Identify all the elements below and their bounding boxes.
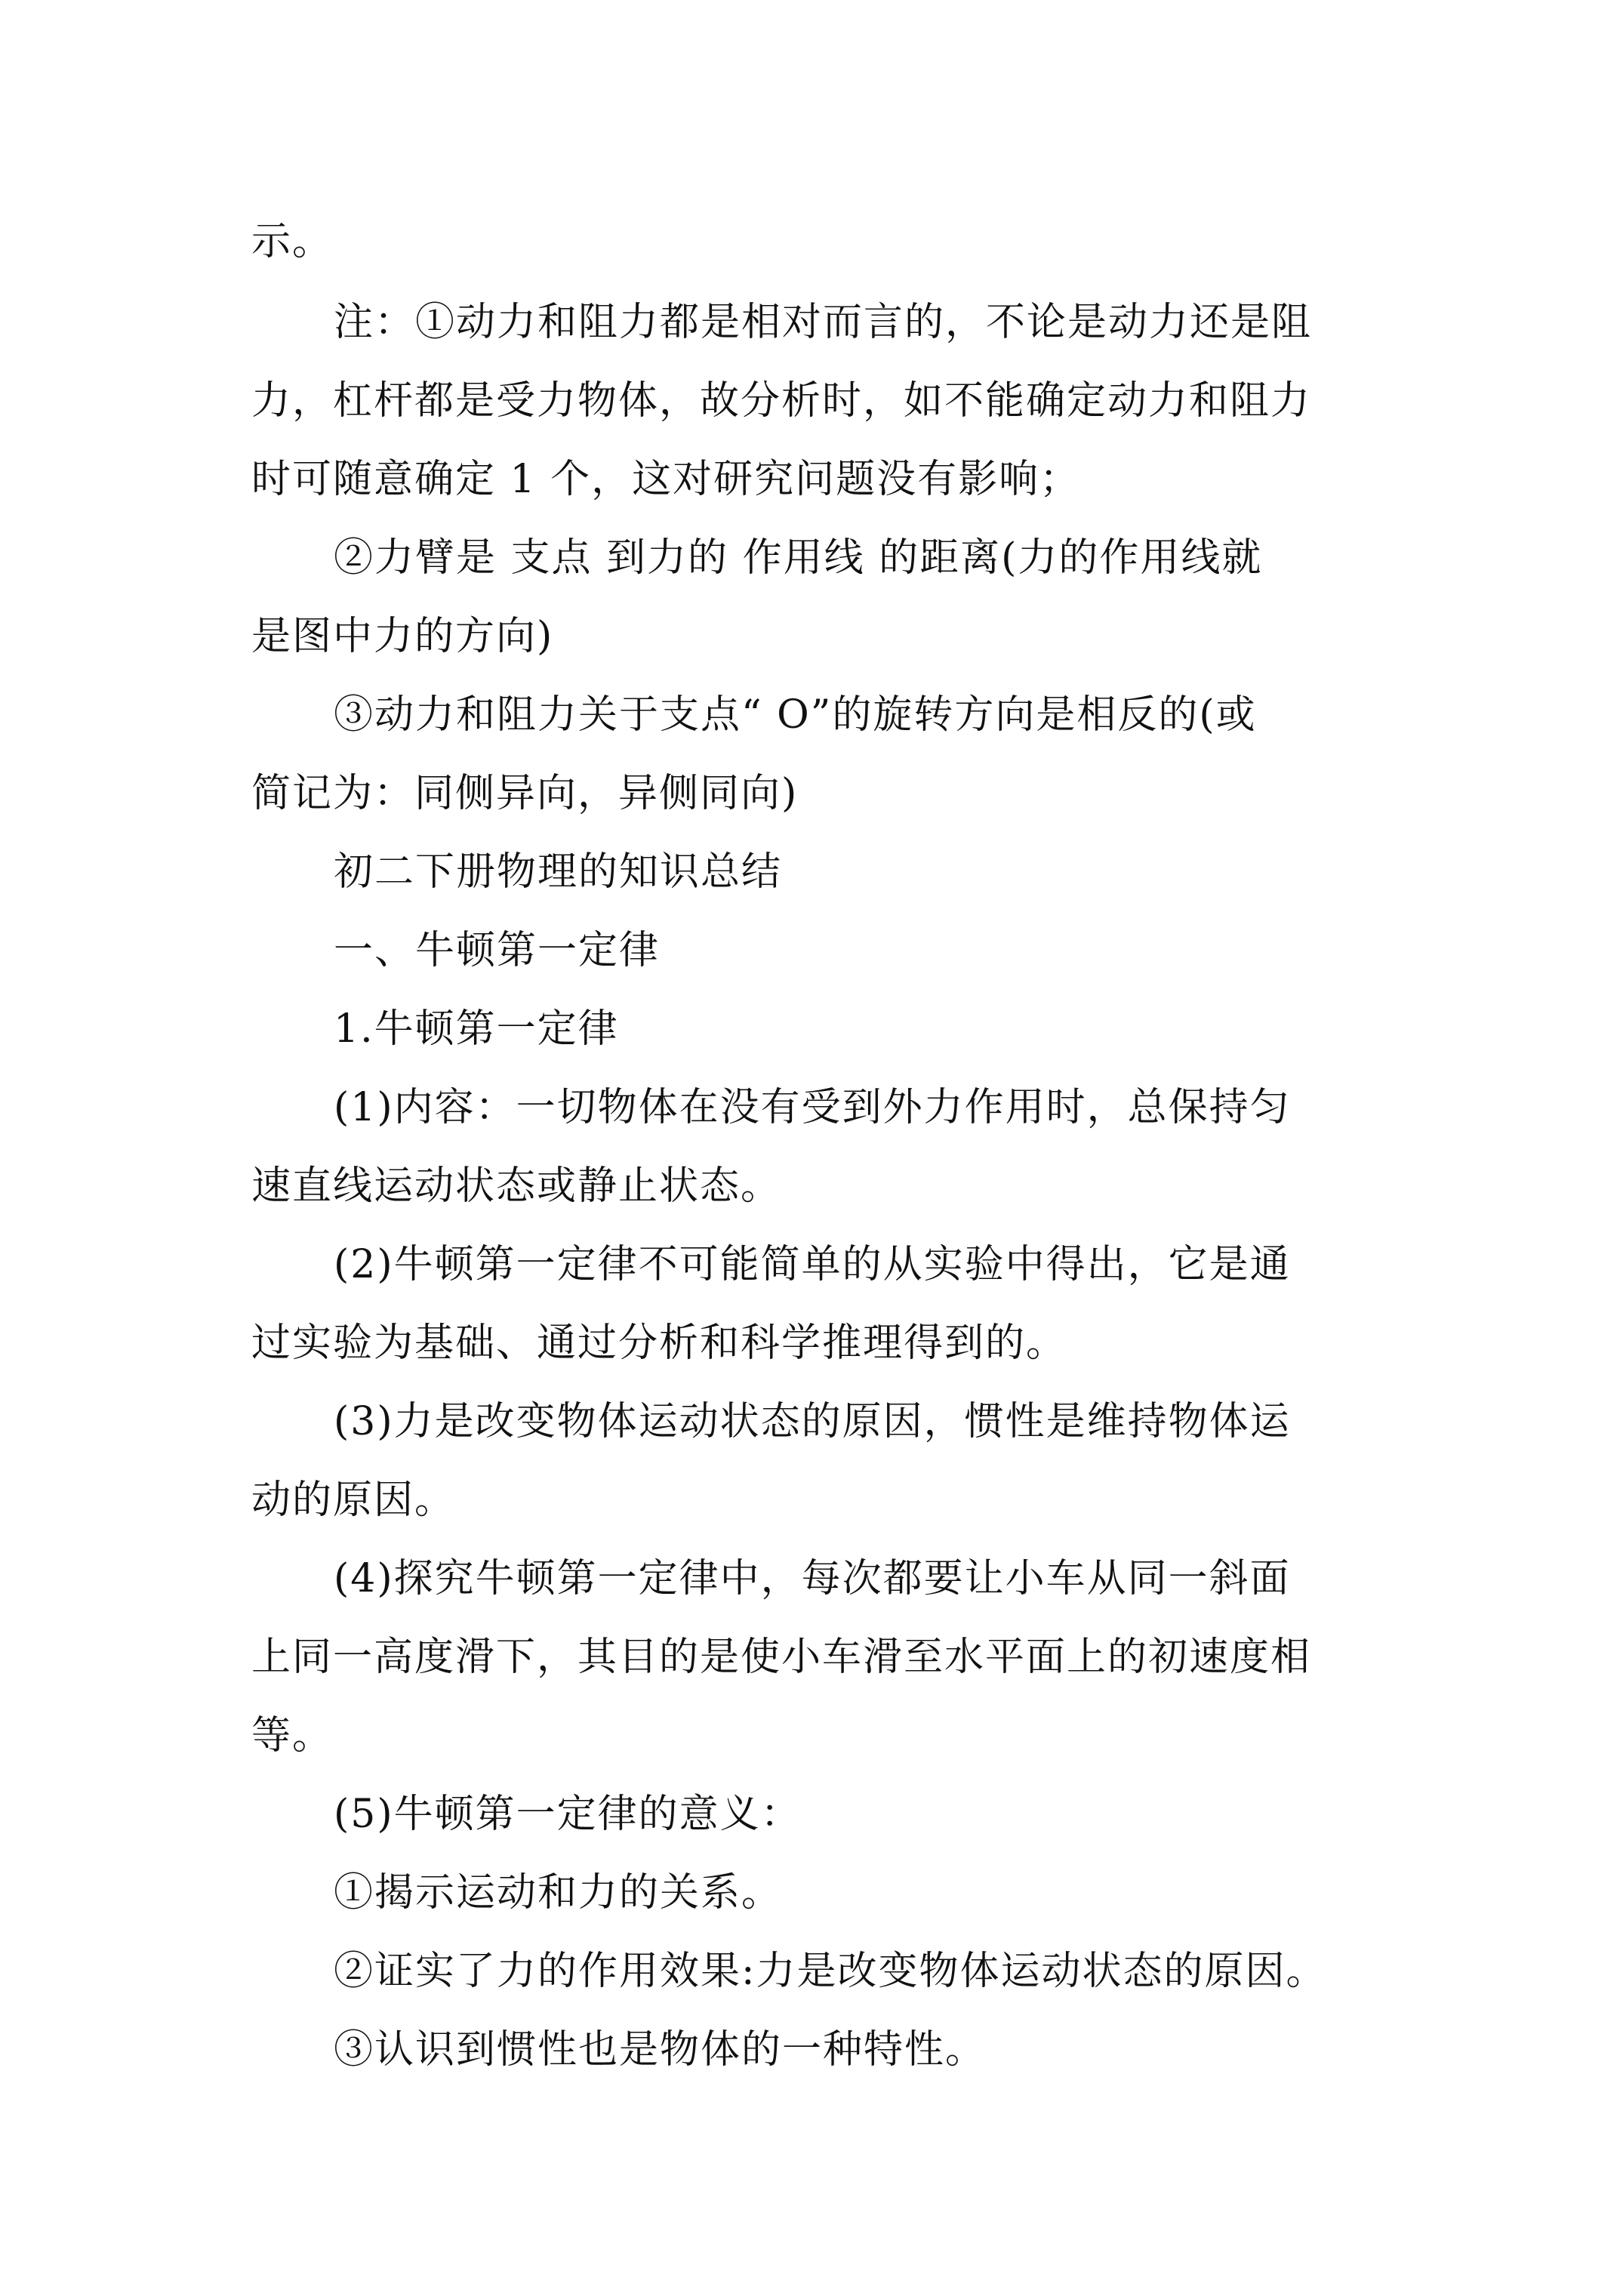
text-line: ③认识到惯性也是物体的一种特性。	[334, 2027, 987, 2073]
text-line: (3)力是改变物体运动状态的原因，惯性是维持物体运	[334, 1399, 1291, 1444]
text-line: 上同一高度滑下，其目的是使小车滑至水平面上的初速度相	[251, 1635, 1312, 1680]
text-line: ①揭示运动和力的关系。	[334, 1870, 783, 1915]
text-line: 注：①动力和阻力都是相对而言的，不论是动力还是阻	[334, 300, 1313, 345]
text-line: 动的原因。	[251, 1478, 456, 1523]
text-line: ②证实了力的作用效果:力是改变物体运动状态的原因。	[334, 1949, 1327, 1994]
text-line: 速直线运动状态或静止状态。	[251, 1163, 782, 1209]
text-line: (4)探究牛顿第一定律中，每次都要让小车从同一斜面	[334, 1556, 1291, 1601]
text-line: (2)牛顿第一定律不可能简单的从实验中得出，它是通	[334, 1242, 1291, 1287]
text-line: (5)牛顿第一定律的意义：	[334, 1792, 802, 1837]
text-line: 力，杠杆都是受力物体，故分析时，如不能确定动力和阻力	[251, 378, 1312, 424]
text-line: 时可随意确定 1 个，这对研究问题没有影响；	[251, 457, 1081, 502]
text-line: ②力臂是 支点 到力的 作用线 的距离(力的作用线就	[334, 535, 1263, 581]
text-line: 等。	[251, 1713, 334, 1758]
subsection-heading: 1.牛顿第一定律	[334, 1006, 619, 1052]
section-heading: 初二下册物理的知识总结	[334, 849, 783, 895]
text-line: (1)内容：一切物体在没有受到外力作用时，总保持匀	[334, 1085, 1291, 1130]
text-line: 示。	[251, 219, 334, 264]
text-line: 过实验为基础、通过分析和科学推理得到的。	[251, 1321, 1067, 1366]
text-line: 是图中力的方向)	[251, 614, 554, 659]
section-heading: 一、牛顿第一定律	[334, 928, 661, 973]
text-line: ③动力和阻力关于支点“ O”的旋转方向是相反的(或	[334, 692, 1257, 738]
text-line: 简记为：同侧异向，异侧同向)	[251, 771, 799, 816]
